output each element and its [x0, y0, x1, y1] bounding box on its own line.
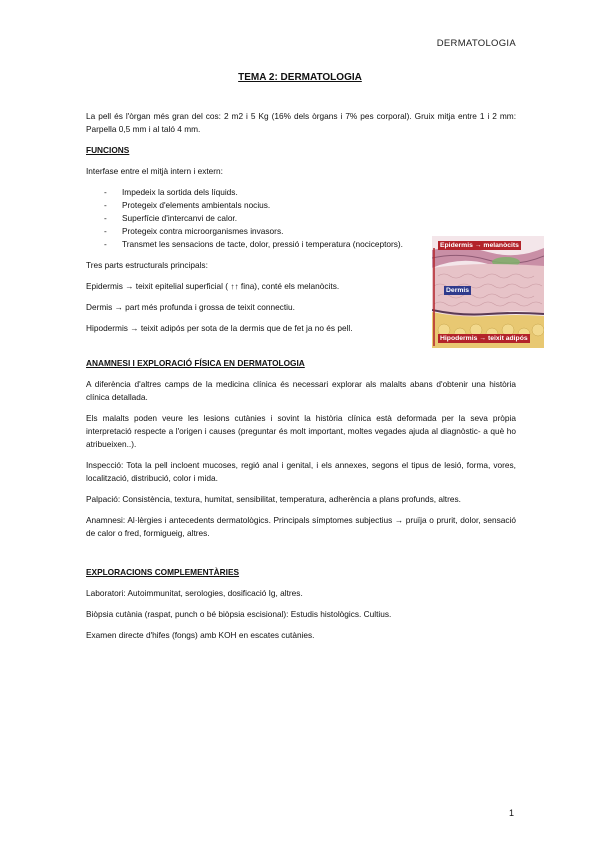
page-title: TEMA 2: DERMATOLOGIA — [238, 72, 362, 83]
biopsia-line: Biòpsia cutània (raspat, punch o bé biòpsia escisional): Estudis histològics. Cultius. — [86, 609, 392, 619]
anamnesi-symptoms-paragraph: Anamnesi: Al·lèrgies i antecedents dermatològics. Principals símptomes subjectius → pruïja o prurit, dolor, sensació de calor o fred, formigueig, altres. — [86, 515, 516, 538]
list-item: - Superfície d'intercanvi de calor. — [86, 212, 416, 225]
figure-label-hipodermis: Hipodermis → teixit adipós — [440, 335, 528, 342]
anamnesi-paragraph-2: Els malalts poden veure les lesions cutànies i sovint la història clínica està deformada per la seva pròpia interpretació respecte a l'origen i causes (preguntar és molt important, moltes vegades ajuda al diagnòstic- a què ho atribueixen..). — [86, 413, 516, 449]
funcions-heading: FUNCIONS — [86, 145, 130, 155]
funcions-list — [86, 186, 416, 251]
exploracions-heading: EXPLORACIONS COMPLEMENTÀRIES — [86, 567, 240, 577]
list-item: - Protegeix contra microorganismes invasors. — [86, 225, 416, 238]
list-item: - Transmet les sensacions de tacte, dolor, pressió i temperatura (nociceptors). — [86, 238, 416, 251]
examen-line: Examen directe d'hifes (fongs) amb KOH en escates cutànies. — [86, 630, 315, 640]
hipodermis-line: Hipodermis → teixit adipós per sota de la dermis que de fet ja no és pell. — [86, 323, 353, 333]
inspeccio-paragraph: Inspecció: Tota la pell incloent mucoses, regió anal i genital, i els annexes, segons el tipus de lesió, forma, vores, localització, distribució, color i mida. — [86, 460, 516, 483]
skin-layers-figure — [432, 236, 544, 348]
epidermis-line: Epidermis → teixit epitelial superficial ( ↑↑ fina), conté els melanòcits. — [86, 281, 340, 291]
document-body — [86, 110, 516, 650]
parts-lead: Tres parts estructurals principals: — [86, 260, 208, 270]
intro-paragraph: La pell és l'òrgan més gran del cos: 2 m2 i 5 Kg (16% dels òrgans i 7% pes corporal). Gruix mitja entre 1 i 2 mm: Parpella 0,5 mm i al taló 4 mm. — [86, 111, 516, 134]
running-header: DERMATOLOGIA — [436, 38, 516, 49]
figure-label-dermis: Dermis — [446, 287, 470, 294]
list-item: - Protegeix d'elements ambientals nocius. — [86, 199, 416, 212]
funcions-lead: Interfase entre el mitjà intern i extern: — [86, 166, 223, 176]
palpacio-paragraph: Palpació: Consistència, textura, humitat, sensibilitat, temperatura, adherència a plans profunds, altres. — [86, 494, 461, 504]
laboratori-line: Laboratori: Autoimmunitat, serologies, dosificació Ig, altres. — [86, 588, 303, 598]
anamnesi-heading: ANAMNESI I EXPLORACIÓ FÍSICA EN DERMATOLOGIA — [86, 358, 305, 368]
page-number: 1 — [508, 808, 514, 818]
anamnesi-paragraph-1: A diferència d'altres camps de la medicina clínica és necessari explorar als malalts abans d'obtenir una història clínica detallada. — [86, 379, 516, 402]
list-item: - Impedeix la sortida dels líquids. — [86, 186, 416, 199]
dermis-line: Dermis → part més profunda i grossa de teixit connectiu. — [86, 302, 295, 312]
figure-label-epidermis: Epidermis → melanòcits — [440, 242, 519, 249]
